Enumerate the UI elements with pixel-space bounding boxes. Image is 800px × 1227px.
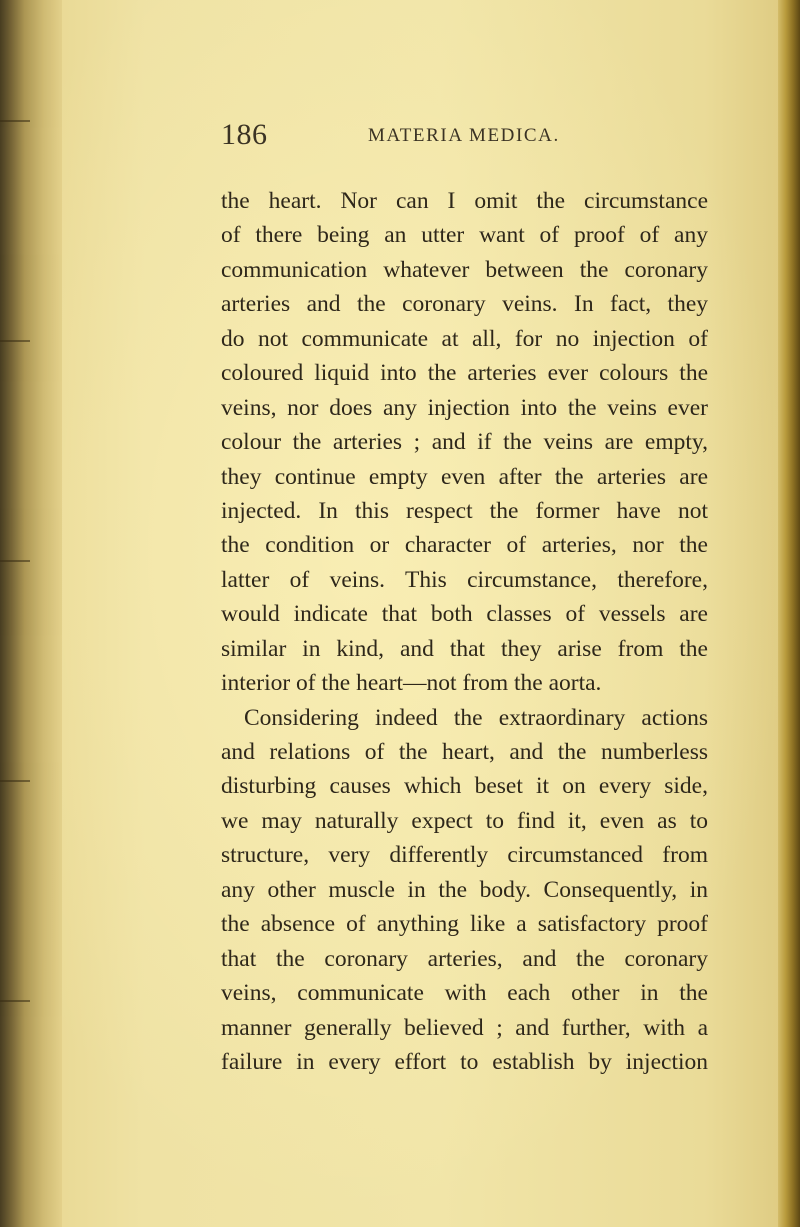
- text-line: failure in every effort to establish by injection: [221, 1048, 708, 1075]
- text-line: disturbing causes which beset it on every side,: [221, 773, 708, 800]
- text-line: any other muscle in the body. Consequently, in: [221, 876, 708, 903]
- body-text: [221, 184, 708, 1079]
- text-line: injected. In this respect the former have not: [221, 497, 708, 524]
- text-line: similar in kind, and that they arise from the: [221, 635, 708, 662]
- text-line: the absence of anything like a satisfactory proof: [221, 911, 708, 938]
- page-header: [0, 118, 800, 158]
- text-line: manner generally believed ; and further, with a: [221, 1014, 708, 1041]
- page-edge: [778, 0, 800, 1227]
- text-line: veins, communicate with each other in the: [221, 980, 708, 1007]
- running-head: MATERIA MEDICA.: [368, 125, 560, 146]
- text-line-paragraph-end: interior of the heart—not from the aorta.: [221, 670, 602, 697]
- page-number: 186: [221, 118, 268, 151]
- text-line: of there being an utter want of proof of any: [221, 222, 708, 249]
- text-line: arteries and the coronary veins. In fact, they: [221, 291, 708, 318]
- book-gutter: [0, 0, 62, 1227]
- gutter-mark: [0, 780, 30, 782]
- text-line-paragraph-start: Considering indeed the extraordinary actions: [244, 704, 708, 731]
- gutter-mark: [0, 1000, 30, 1002]
- text-line: coloured liquid into the arteries ever colours the: [221, 360, 708, 387]
- text-line: latter of veins. This circumstance, therefore,: [221, 566, 708, 593]
- text-line: and relations of the heart, and the numberless: [221, 739, 708, 765]
- gutter-mark: [0, 560, 30, 562]
- text-line: would indicate that both classes of vessels are: [221, 601, 708, 628]
- text-line: that the coronary arteries, and the coronary: [221, 945, 708, 972]
- text-line: veins, nor does any injection into the veins ever: [221, 394, 708, 421]
- text-line: we may naturally expect to find it, even as to: [221, 807, 708, 834]
- text-line: communication whatever between the coronary: [221, 256, 708, 283]
- text-line: structure, very differently circumstanced from: [221, 842, 708, 869]
- text-line: do not communicate at all, for no injection of: [221, 325, 708, 352]
- text-line: they continue empty even after the arteries are: [221, 463, 708, 490]
- text-line: colour the arteries ; and if the veins are empty,: [221, 429, 708, 456]
- gutter-mark: [0, 340, 30, 342]
- text-line: the heart. Nor can I omit the circumstance: [221, 188, 708, 214]
- text-line: the condition or character of arteries, nor the: [221, 532, 708, 559]
